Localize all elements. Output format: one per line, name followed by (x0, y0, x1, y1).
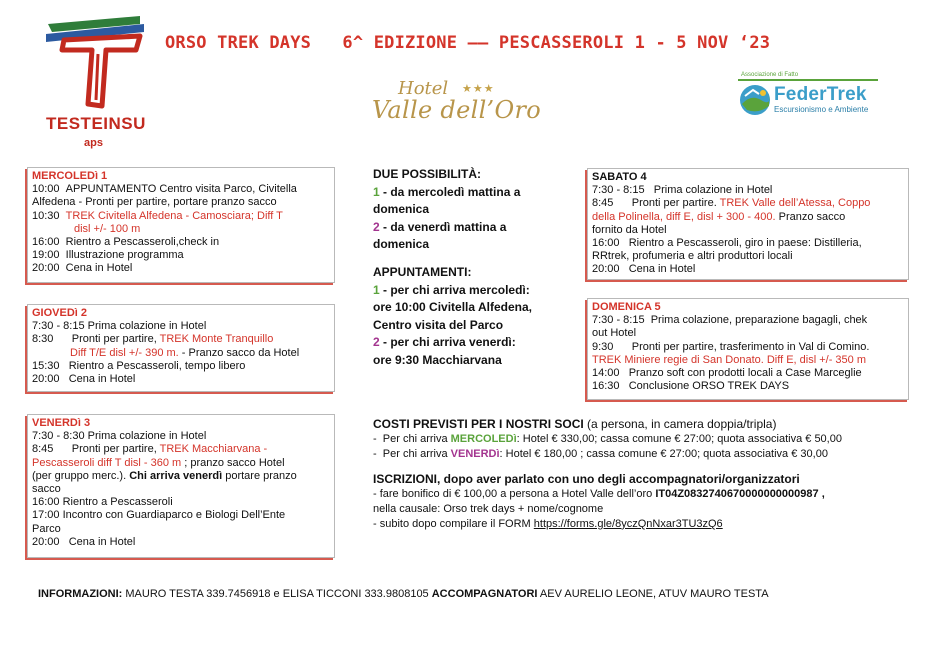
schedule-row (32, 333, 330, 346)
day-heading: MERCOLEDì 1 (32, 170, 108, 182)
time: 20:00 (32, 373, 60, 386)
appt-1-cont: ore 10:00 Civitella Alfedena, (373, 300, 532, 315)
activity: Prima colazione in Hotel (653, 184, 773, 197)
time: 19:00 (32, 249, 60, 262)
federtrek-assoc-label: Associazione di Fatto (741, 72, 799, 78)
time: 16:00 (32, 496, 60, 509)
time: 20:00 (592, 263, 620, 276)
activity: Illustrazione programma (65, 249, 184, 262)
cost-day: MERCOLEDì (450, 432, 517, 445)
time: 20:00 (32, 535, 60, 548)
appt-2-cont: ore 9:30 Macchiarvana (373, 352, 502, 367)
schedule-row (32, 373, 330, 386)
schedule-row (32, 360, 330, 373)
trek-label: TREK Civitella Alfedena - Camosciara; Diff T (65, 209, 283, 222)
hotel-logo-word: Hotel (398, 78, 449, 99)
activity: Pranzo sacco (775, 210, 846, 223)
time: 7:30 - 8:15 (592, 314, 645, 327)
schedule-row-cont: Alfedena - Pronti per partire, portare pranzo sacco (32, 196, 277, 209)
federtrek-name: FederTrek (774, 84, 867, 105)
costs-section (373, 417, 933, 532)
schedule-row-cont: Parco (32, 522, 61, 535)
info-line (38, 588, 769, 600)
option-number: 1 (373, 184, 380, 199)
activity: (per gruppo merc.). (32, 469, 127, 482)
time: 7:30 - 8:30 (32, 430, 85, 443)
schedule-row-cont (32, 470, 330, 483)
time: 9:30 (592, 340, 614, 353)
schedule-row-trek: TREK Miniere regie di San Donato. Diff E, disl +/- 350 m (592, 353, 867, 366)
trek-label: TREK Macchiarvana - (159, 443, 268, 456)
time: 10:30 (32, 209, 60, 222)
activity: Cena in Hotel (65, 262, 133, 275)
time: 16:00 (592, 237, 620, 250)
activity: Pronti per partire, (71, 333, 157, 346)
schedule-row (32, 496, 330, 509)
appt-1-cont: Centro visita del Parco (373, 317, 504, 332)
cost-day: VENERDì (450, 447, 500, 460)
option-2-cont: domenica (373, 237, 430, 252)
activity: Rientro a Pescasseroli, tempo libero (68, 359, 246, 372)
appt-number: 1 (373, 282, 380, 297)
day-heading: VENERDì 3 (32, 417, 91, 429)
time: 16:30 (592, 380, 620, 393)
schedule-row (32, 430, 330, 443)
iscrizioni-line (373, 487, 933, 502)
trek-label: Pescasseroli diff T disl - 360 m (32, 456, 182, 469)
accompagnatori-label: ACCOMPAGNATORI (431, 588, 538, 600)
costs-heading (373, 417, 933, 432)
schedule-row (592, 314, 904, 327)
hotel-logo-name: Valle dell’Oro (372, 96, 541, 124)
activity: Rientro a Pescasseroli, giro in paese: Distilleria, (628, 237, 862, 250)
schedule-row (32, 183, 330, 196)
appt-1 (373, 282, 573, 300)
activity: Pranzo soft con prodotti locali a Case Marceglie (628, 367, 862, 380)
activity: Prima colazione, preparazione bagagli, chek (650, 314, 868, 327)
activity: Conclusione ORSO TREK DAYS (628, 380, 790, 393)
schedule-row (32, 509, 330, 522)
option-2 (373, 219, 573, 237)
page-title: ORSO TREK DAYS 6^ EDIZIONE —— PESCASSEROLI 1 - 5 NOV ‘23 (165, 33, 771, 53)
logo-name: TESTEINSU (46, 114, 146, 133)
hotel-stars: ★★★ (462, 83, 495, 95)
schedule-row (592, 184, 904, 197)
schedule-row-cont: sacco (32, 483, 61, 496)
schedule-row (592, 341, 904, 354)
info-label: INFORMAZIONI: (38, 588, 123, 600)
time: 17:00 (32, 509, 60, 522)
activity: Pronti per partire. (631, 197, 717, 210)
iscrizioni-line: nella causale: Orso trek days + nome/cognome (373, 502, 604, 515)
schedule-row (592, 237, 904, 250)
schedule-row (32, 443, 330, 456)
iban: IT04Z0832740670000000000987 (655, 488, 819, 501)
schedule-row-cont (32, 347, 330, 360)
option-text: - da mercoledì mattina a (379, 184, 521, 199)
time: 7:30 - 8:15 (32, 320, 85, 333)
activity: APPUNTAMENTO Centro visita Parco, Civitella (65, 183, 297, 196)
appt-2 (373, 334, 573, 352)
schedule-row-cont: RRtrek, profumeria e altri produttori locali (592, 250, 793, 263)
day-box-sabato (587, 168, 909, 280)
time: 7:30 - 8:15 (592, 184, 645, 197)
schedule-row-cont: out Hotel (592, 327, 637, 340)
schedule-row-cont (32, 457, 330, 470)
activity: Rientro a Pescasseroli (62, 496, 173, 509)
activity: Incontro con Guardiaparco e Biologi Dell’Ente (62, 509, 286, 522)
activity: ; pranzo sacco Hotel (181, 456, 285, 469)
day-heading: DOMENICA 5 (592, 301, 661, 313)
option-number: 2 (373, 219, 380, 234)
option-1 (373, 184, 573, 202)
time: 14:00 (592, 367, 620, 380)
iscrizioni-line (373, 517, 933, 532)
testeinsu-logo-icon (40, 10, 150, 110)
trek-label: della Polinella, diff E, disl + 300 - 400. (592, 210, 776, 223)
cost-text: : Hotel € 180,00 ; cassa comune € 27:00; quota associativa € 30,00 (499, 447, 828, 460)
cost-pre: Per chi arriva (382, 432, 451, 445)
costs-title: COSTI PREVISTI PER I NOSTRI SOCI (373, 417, 584, 431)
federtrek-subtitle: Escursionismo e Ambiente (774, 105, 869, 114)
schedule-row (32, 210, 330, 223)
schedule-row (32, 249, 330, 262)
activity: Cena in Hotel (628, 263, 696, 276)
option-1-cont: domenica (373, 202, 430, 217)
info-text: MAURO TESTA 339.7456918 e ELISA TICCONI 333.9808105 (122, 588, 432, 600)
activity: Cena in Hotel (68, 373, 136, 386)
day-heading: GIOVEDì 2 (32, 307, 88, 319)
option-text: - da venerdì mattina a (379, 219, 507, 234)
time: 15:30 (32, 359, 60, 372)
iscrizioni-text: - subito dopo compilare il FORM (373, 517, 534, 530)
activity: Prima colazione in Hotel (87, 430, 207, 443)
accompagnatori-text: AEV AURELIO LEONE, ATUV MAURO TESTA (537, 588, 769, 600)
activity: portare pranzo (222, 469, 297, 482)
costs-note: (a persona, in camera doppia/tripla) (583, 417, 777, 431)
time: 8:45 (32, 443, 54, 456)
day-box-domenica (587, 298, 909, 400)
schedule-row (32, 236, 330, 249)
cost-row: - Per chi arriva VENERDì: Hotel € 180,00 ; cassa comune € 27:00; quota associativa € 30,00 (373, 447, 828, 460)
activity: Pronti per partire, trasferimento in Val di Comino. (631, 340, 870, 353)
day-box-mercoledi (27, 167, 335, 283)
federtrek-divider (738, 79, 878, 81)
schedule-row (32, 536, 330, 549)
trek-label: Diff T/E disl +/- 390 m. (70, 346, 179, 359)
form-link[interactable]: https://forms.gle/8yczQnNxar3TU3zQ6 (533, 517, 723, 530)
activity-bold: Chi arriva venerdì (129, 469, 223, 482)
time: 8:45 (592, 197, 614, 210)
appt-number: 2 (373, 335, 380, 350)
schedule-row (592, 367, 904, 380)
day-box-giovedi (27, 304, 335, 392)
trek-label: TREK Valle dell’Atessa, Coppo (719, 197, 871, 210)
options-section (373, 166, 573, 370)
appt-text: - per chi arriva mercoledì: (379, 282, 530, 297)
schedule-row (592, 380, 904, 393)
iscrizioni-text: , (818, 488, 825, 501)
time: 10:00 (32, 183, 60, 196)
possibilita-heading: DUE POSSIBILITÀ: (373, 167, 482, 181)
activity: Cena in Hotel (68, 535, 136, 548)
time: 16:00 (32, 236, 60, 249)
time: 8:30 (32, 333, 54, 346)
activity: - Pranzo sacco da Hotel (178, 346, 300, 359)
trek-label: TREK Monte Tranquillo (159, 333, 274, 346)
schedule-row-cont: fornito da Hotel (592, 223, 667, 236)
iscrizioni-heading: ISCRIZIONI, dopo aver parlato con uno degli accompagnatori/organizzatori (373, 472, 800, 487)
schedule-row-cont: disl +/- 100 m (74, 222, 141, 235)
cost-row: - Per chi arriva MERCOLEDì: Hotel € 330,00; cassa comune € 27:00; quota associativa € 50,00 (373, 432, 842, 445)
day-box-venerdi (27, 414, 335, 558)
iscrizioni-text: - fare bonifico di € 100,00 a persona a Hotel Valle dell’oro (373, 488, 656, 501)
federtrek-globe-icon (739, 84, 771, 116)
cost-pre: Per chi arriva (382, 447, 451, 460)
schedule-row (32, 320, 330, 333)
time: 20:00 (32, 262, 60, 275)
activity: Pronti per partire, (71, 443, 157, 456)
cost-text: : Hotel € 330,00; cassa comune € 27:00; quota associativa € 50,00 (516, 432, 842, 445)
schedule-row (592, 263, 904, 276)
schedule-row (32, 262, 330, 275)
schedule-row-cont (592, 211, 904, 224)
day-heading: SABATO 4 (592, 171, 647, 183)
logo-suffix: aps (84, 137, 103, 149)
schedule-row (592, 197, 904, 210)
appt-text: - per chi arriva venerdì: (379, 335, 516, 350)
activity: Rientro a Pescasseroli,check in (65, 236, 220, 249)
activity: Prima colazione in Hotel (87, 320, 207, 333)
appuntamenti-heading: APPUNTAMENTI: (373, 264, 472, 279)
